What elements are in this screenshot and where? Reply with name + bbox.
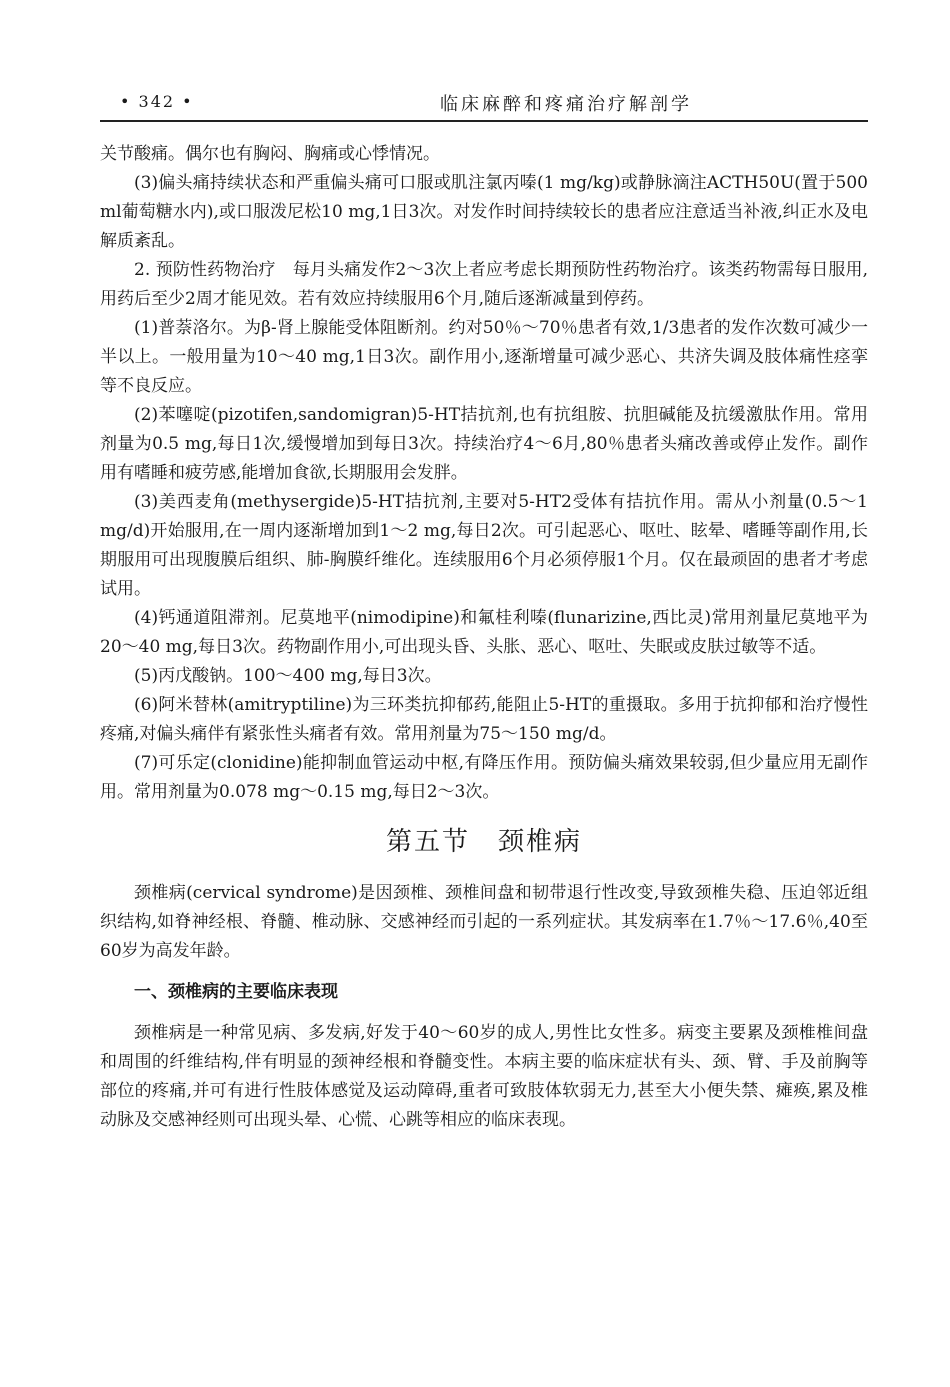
page-header (100, 86, 868, 122)
paragraph: (7)可乐定(clonidine)能抑制血管运动中枢,有降压作用。预防偏头痛效果较弱,但少量应用无副作用。常用剂量为0.078 mg～0.15 mg,每日2～3次。 (100, 753, 868, 802)
paragraph: (3)偏头痛持续状态和严重偏头痛可口服或肌注氯丙嗪(1 mg/kg)或静脉滴注ACTH50U(置于500 ml葡萄糖水内),或口服泼尼松10 mg,1日3次。对发作时间持续较长的患者应注意适当补液,纠正水及电解质紊乱。 (100, 173, 868, 251)
paragraph: 2. 预防性药物治疗 每月头痛发作2～3次上者应考虑长期预防性药物治疗。该类药物需每日服用,用药后至少2周才能见效。若有效应持续服用6个月,随后逐渐减量到停药。 (100, 260, 868, 309)
paragraph: (4)钙通道阻滞剂。尼莫地平(nimodipine)和氟桂利嗪(flunarizine,西比灵)常用剂量尼莫地平为20～40 mg,每日3次。药物副作用小,可出现头昏、头胀、恶心、呕吐、失眠或皮肤过敏等不适。 (100, 608, 868, 657)
paragraph: 关节酸痛。偶尔也有胸闷、胸痛或心悸情况。 (100, 144, 440, 164)
paragraph: (1)普萘洛尔。为β-肾上腺能受体阻断剂。约对50％～70％患者有效,1/3患者的发作次数可减少一半以上。一般用量为10～40 mg,1日3次。副作用小,逐渐增量可减少恶心、共济失调及肢体痛性痉挛等不良反应。 (100, 318, 868, 396)
paragraph: (6)阿米替林(amitryptiline)为三环类抗抑郁药,能阻止5-HT的重摄取。多用于抗抑郁和治疗慢性疼痛,对偏头痛伴有紧张性头痛者有效。常用剂量为75～150 mg/d。 (100, 695, 868, 744)
paragraph: (2)苯噻啶(pizotifen,sandomigran)5-HT拮抗剂,也有抗组胺、抗胆碱能及抗缓激肽作用。常用剂量为0.5 mg,每日1次,缓慢增加到每日3次。持续治疗4～6月,80％患者头痛改善或停止发作。副作用有嗜睡和疲劳感,能增加食欲,长期服用会发胖。 (100, 405, 868, 483)
section-title: 第五节 颈椎病 (385, 827, 582, 857)
section-intro: 颈椎病(cervical syndrome)是因颈椎、颈椎间盘和韧带退行性改变,导致颈椎失稳、压迫邻近组织结构,如脊神经根、脊髓、椎动脉、交感神经而引起的一系列症状。其发病率在1.7％～17.6％,40至60岁为高发年龄。 (100, 883, 868, 961)
paragraph: (3)美西麦角(methysergide)5-HT拮抗剂,主要对5-HT2受体有拮抗作用。需从小剂量(0.5～1 mg/d)开始服用,在一周内逐渐增加到1～2 mg,每日2次。可引起恶心、呕吐、眩晕、嗜睡等副作用,长期服用可出现腹膜后组织、肺-胸膜纤维化。连续服用6个月必须停服1个月。仅在最顽固的患者才考虑试用。 (100, 492, 868, 599)
page-number: • 342 • (120, 92, 194, 111)
paragraph: (5)丙戊酸钠。100～400 mg,每日3次。 (134, 666, 442, 686)
running-title: 临床麻醉和疼痛治疗解剖学 (440, 94, 692, 115)
subsection-title: 一、颈椎病的主要临床表现 (134, 982, 338, 1002)
subsection-text: 颈椎病是一种常见病、多发病,好发于40～60岁的成人,男性比女性多。病变主要累及颈椎椎间盘和周围的纤维结构,伴有明显的颈神经根和脊髓变性。本病主要的临床症状有头、颈、臂、手及前胸等部位的疼痛,并可有进行性肢体感觉及运动障碍,重者可致肢体软弱无力,甚至大小便失禁、瘫痪,累及椎动脉及交感神经则可出现头晕、心慌、心跳等相应的临床表现。 (100, 1023, 868, 1130)
page-body (100, 140, 868, 1135)
